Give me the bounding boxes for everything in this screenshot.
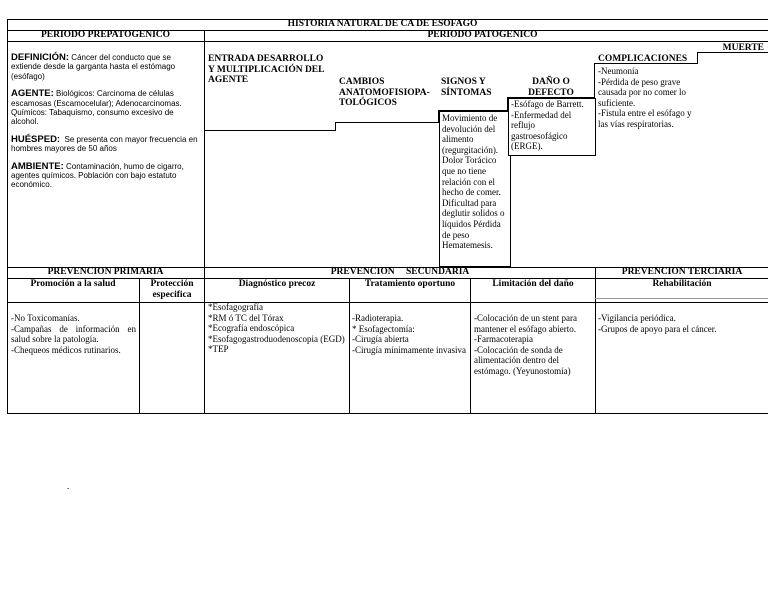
diagnostico-item: *Esofagogastroduodenoscopia (EGD) [208,333,345,344]
diagnostico-item: *Esofagografía [208,302,263,312]
col-diagnostico: Diagnóstico precoz [238,279,316,289]
col-line-3 [470,278,471,414]
signos-box [439,111,511,267]
diagnostico-item: *Ecografía endoscópica [208,323,295,334]
ambiente [11,162,202,190]
limitacion-item: -Colocación de sonda de alimentación dentro del estómago. (Yeyunostomía) [474,344,571,376]
tratamiento-item: -Radioterapia. [352,313,404,323]
page-title: HISTORIA NATURAL DE CA DE ESOFAGO [287,19,478,29]
tratamiento-item: -Cirugía abierta [352,334,409,345]
definicion-text: Cáncer del conducto que se extiende desde la garganta hasta el estómago (esófago) [11,53,176,81]
table-border-left [7,19,8,414]
header-prepatogenico: PERIODO PREPATOGENICO [40,30,171,40]
definicion-label: DEFINICIÓN: [11,52,70,63]
stage-muerte: MUERTE [722,43,764,53]
dano-item: -Enfermedad del reflujo gastroesofágico (ERGE). [511,109,572,152]
table-border-bottom [7,413,768,414]
stair-step-2 [335,122,439,123]
header-patogenico: PERIODO PATOGENICO [427,30,538,40]
promocion-list [11,313,136,355]
complicaciones-list [598,66,698,130]
stage-dano: DAÑO O DEFECTO [528,77,574,98]
promocion-item: -Chequeos médicos rutinarios. [11,344,121,355]
promocion-item: -Campañas de información en salud sobre la patología. [11,323,136,345]
col-rehabilitacion: Rehabilitación [652,279,712,289]
rehabilitacion-item: -Vigilancia periódica. [598,313,676,323]
diagnostico-list [208,302,348,355]
limitacion-item: -Farmacoterapia [474,334,533,345]
prepatogenico-content [11,53,202,190]
col-line-2 [349,278,350,414]
promocion-item: -No Toxicomanías. [11,313,80,323]
footnote-dot: . [67,481,70,491]
stage-entrada: ENTRADA DESARROLLO Y MULTIPLICACIÓN DEL AGENTE [208,54,324,85]
huesped [11,135,202,154]
col-proteccion: Protección especifica [150,279,194,300]
diagnostico-item: *TEP [208,344,229,355]
limitacion-item: -Colocación de un stent para mantener el esófago abierto. [474,313,577,334]
col-limitacion: Limitación del daño [492,279,574,289]
prevencion-secundaria: PREVENCION SECUNDARIA [330,267,470,277]
diagnostico-item: *RM ó TC del Tórax [208,312,284,323]
stair-riser-4 [594,63,595,98]
agente-label: AGENTE: [11,88,54,100]
prevencion-terciaria: PREVENCION TERCIARIA [621,267,743,277]
dano-box [508,98,596,156]
huesped-text: Se presenta con mayor frecuencia en hombres mayores de 50 años [11,134,198,154]
subheader-line [7,302,768,303]
dano-item: -Esófago de Barrett. [511,99,584,109]
stage-complicaciones: COMPLICACIONES [598,54,688,64]
huesped-label: HUÉSPED: [11,133,61,145]
complicacion-item: -Fístula entre el esófago y las vías respiratorias. [598,108,692,129]
stair-riser-1 [335,122,336,131]
stage-cambios: CAMBIOS ANATOMOFISIOPA-TOLÓGICOS [339,77,430,108]
rehabilitacion-list [598,313,766,334]
ambiente-text: Contaminación, humo de cigarro, agentes químicos. Población con bajo estatuto económico. [11,161,184,190]
limitacion-list [474,313,593,377]
stage-signos: SIGNOS Y SÍNTOMAS [441,77,492,98]
main-divider [204,30,205,414]
agente-text: Biológicos: Carcinoma de células escamosas (Escamocelular); Adenocarcinomas. Químicos: Tabaquismo, consumo excesivo de alcohol. [11,89,182,127]
prevencion-primaria: PREVENCION PRIMARIA [47,267,164,277]
col-tratamiento: Tratamiento oportuno [364,279,456,289]
col-promocion: Promoción a la salud [30,279,116,289]
rehabilitacion-item: -Grupos de apoyo para el cáncer. [598,323,717,334]
agente [11,89,202,127]
definicion [11,53,202,81]
signos-text: Movimiento de devolución del alimento (regurgitación). Dolor Torácico que no tiene relación con el hecho de comer. Dificultad para deglutir solidos o líquidos Pérdida de peso Hematemesis. [442,113,505,251]
tratamiento-item: -Cirugía mínimamente invasiva [352,344,466,355]
complicacion-item: -Neumonía [598,66,639,76]
tratamiento-item: * Esofagectomía: [352,323,415,334]
complicacion-item: -Pérdida de peso grave causada por no comer lo suficiente. [598,76,686,108]
ambiente-label: AMBIENTE: [11,160,64,172]
period-row-line [7,41,768,42]
tratamiento-list [352,313,468,355]
stair-step-1 [205,130,335,131]
stray-line [595,298,768,299]
